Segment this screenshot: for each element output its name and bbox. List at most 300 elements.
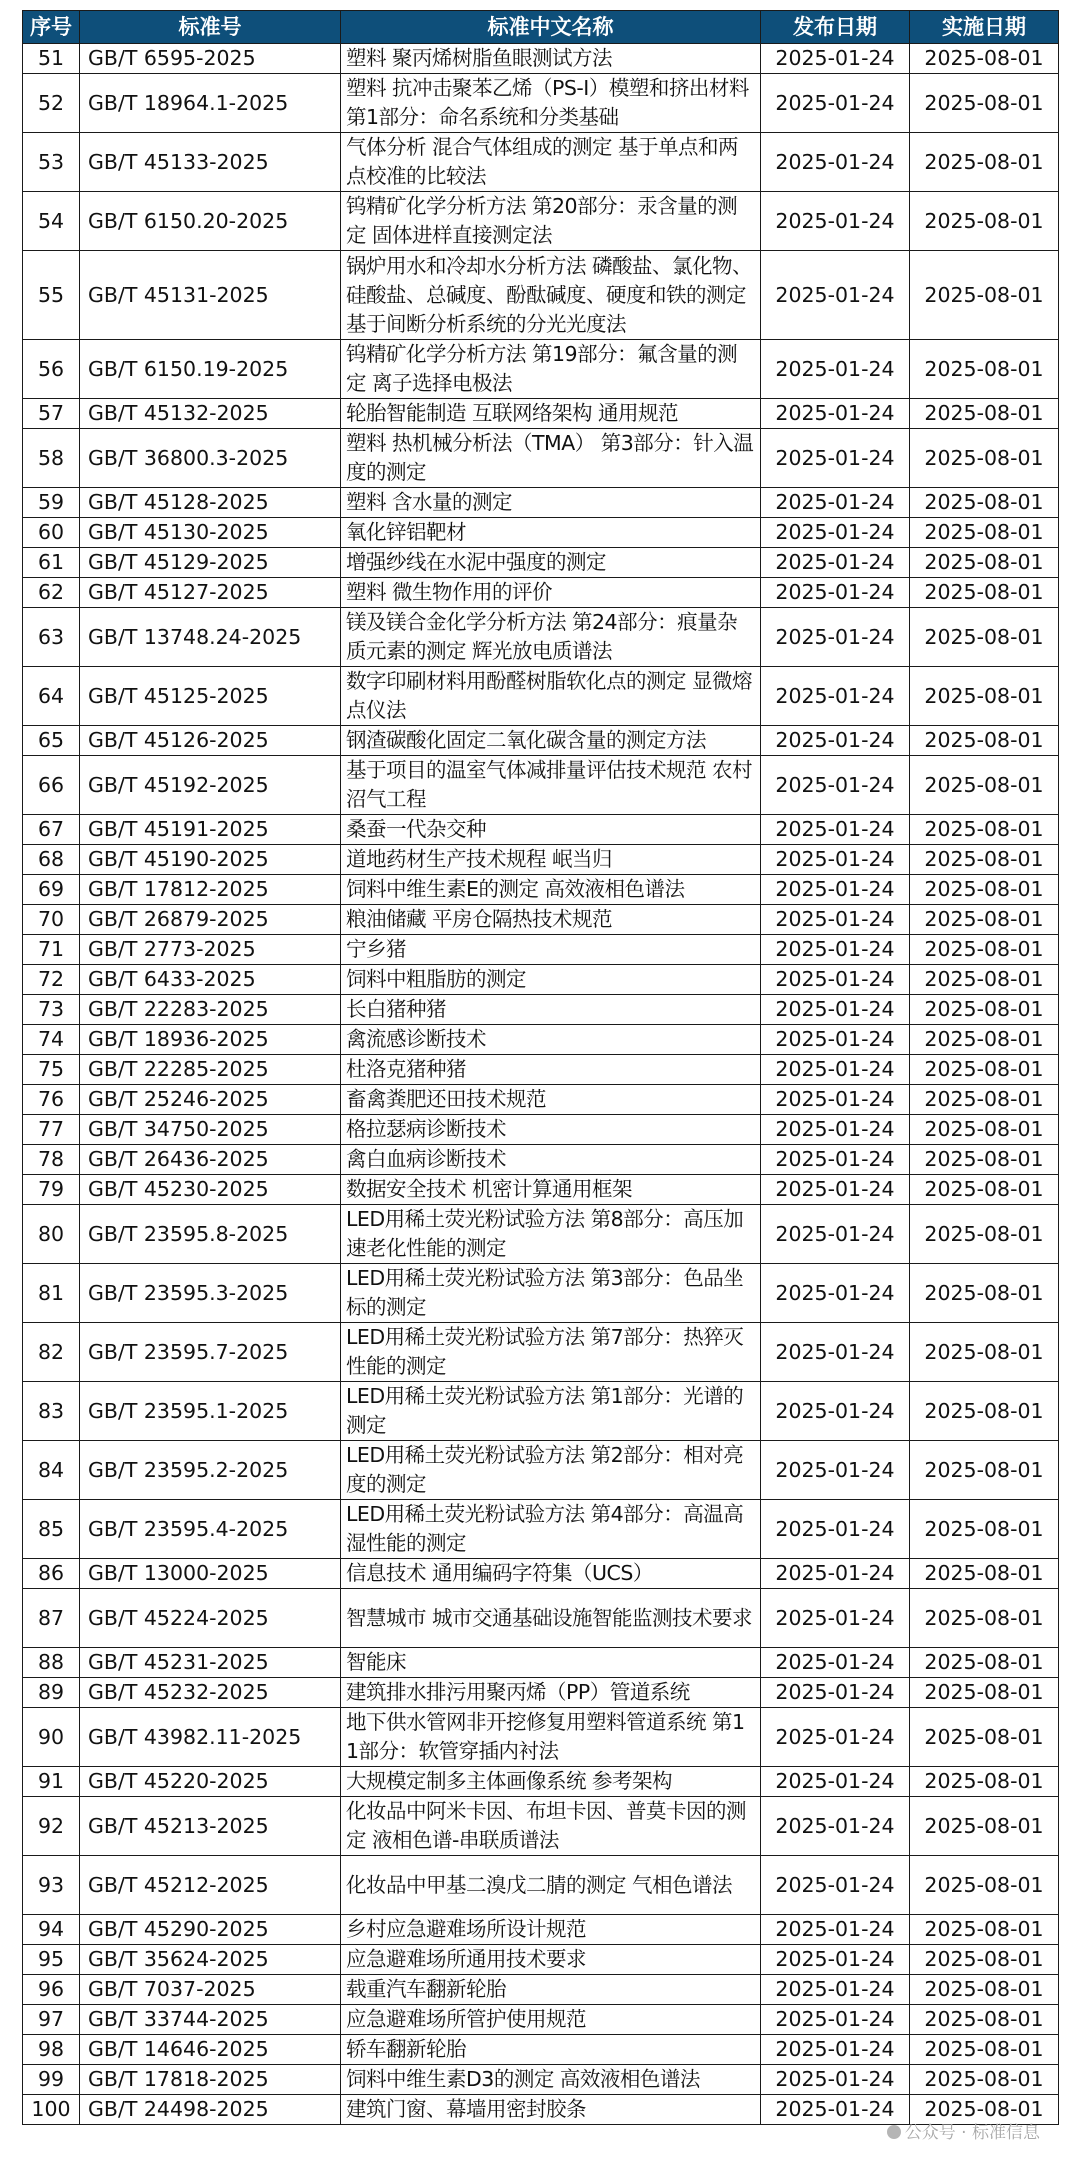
cell-index: 56 bbox=[23, 340, 80, 399]
cell-implement-date: 2025-08-01 bbox=[910, 1085, 1059, 1115]
cell-publish-date: 2025-01-24 bbox=[761, 875, 910, 905]
cell-publish-date: 2025-01-24 bbox=[761, 1945, 910, 1975]
cell-standard-name: 信息技术 通用编码字符集（UCS） bbox=[341, 1559, 761, 1589]
cell-index: 90 bbox=[23, 1708, 80, 1767]
cell-publish-date: 2025-01-24 bbox=[761, 251, 910, 340]
cell-standard-number: GB/T 45191-2025 bbox=[80, 815, 341, 845]
cell-standard-number: GB/T 14646-2025 bbox=[80, 2035, 341, 2065]
cell-standard-number: GB/T 33744-2025 bbox=[80, 2005, 341, 2035]
cell-implement-date: 2025-08-01 bbox=[910, 1025, 1059, 1055]
cell-standard-name: LED用稀土荧光粉试验方法 第4部分：高温高湿性能的测定 bbox=[341, 1500, 761, 1559]
cell-publish-date: 2025-01-24 bbox=[761, 1767, 910, 1797]
cell-publish-date: 2025-01-24 bbox=[761, 1975, 910, 2005]
cell-publish-date: 2025-01-24 bbox=[761, 905, 910, 935]
cell-implement-date: 2025-08-01 bbox=[910, 2065, 1059, 2095]
cell-publish-date: 2025-01-24 bbox=[761, 965, 910, 995]
cell-standard-name: LED用稀土荧光粉试验方法 第8部分：高压加速老化性能的测定 bbox=[341, 1205, 761, 1264]
table-row bbox=[23, 1055, 1059, 1085]
cell-implement-date: 2025-08-01 bbox=[910, 74, 1059, 133]
cell-standard-number: GB/T 45230-2025 bbox=[80, 1175, 341, 1205]
cell-publish-date: 2025-01-24 bbox=[761, 2065, 910, 2095]
cell-index: 78 bbox=[23, 1145, 80, 1175]
cell-standard-number: GB/T 13748.24-2025 bbox=[80, 608, 341, 667]
cell-implement-date: 2025-08-01 bbox=[910, 2035, 1059, 2065]
cell-standard-number: GB/T 45212-2025 bbox=[80, 1856, 341, 1915]
cell-implement-date: 2025-08-01 bbox=[910, 1856, 1059, 1915]
cell-standard-name: 气体分析 混合气体组成的测定 基于单点和两点校准的比较法 bbox=[341, 133, 761, 192]
cell-standard-name: 大规模定制多主体画像系统 参考架构 bbox=[341, 1767, 761, 1797]
cell-implement-date: 2025-08-01 bbox=[910, 995, 1059, 1025]
cell-standard-number: GB/T 45125-2025 bbox=[80, 667, 341, 726]
cell-standard-name: LED用稀土荧光粉试验方法 第7部分：热猝灭性能的测定 bbox=[341, 1323, 761, 1382]
cell-standard-number: GB/T 45127-2025 bbox=[80, 578, 341, 608]
cell-standard-name: 禽流感诊断技术 bbox=[341, 1025, 761, 1055]
cell-implement-date: 2025-08-01 bbox=[910, 965, 1059, 995]
cell-publish-date: 2025-01-24 bbox=[761, 2035, 910, 2065]
cell-publish-date: 2025-01-24 bbox=[761, 667, 910, 726]
cell-index: 99 bbox=[23, 2065, 80, 2095]
table-header-row bbox=[23, 11, 1059, 44]
cell-publish-date: 2025-01-24 bbox=[761, 1589, 910, 1648]
cell-standard-name: 宁乡猪 bbox=[341, 935, 761, 965]
cell-implement-date: 2025-08-01 bbox=[910, 1382, 1059, 1441]
cell-standard-number: GB/T 6150.20-2025 bbox=[80, 192, 341, 251]
cell-index: 93 bbox=[23, 1856, 80, 1915]
cell-implement-date: 2025-08-01 bbox=[910, 1264, 1059, 1323]
cell-publish-date: 2025-01-24 bbox=[761, 133, 910, 192]
cell-standard-name: 钢渣碳酸化固定二氧化碳含量的测定方法 bbox=[341, 726, 761, 756]
cell-implement-date: 2025-08-01 bbox=[910, 845, 1059, 875]
cell-standard-number: GB/T 45232-2025 bbox=[80, 1678, 341, 1708]
cell-standard-number: GB/T 23595.4-2025 bbox=[80, 1500, 341, 1559]
cell-standard-number: GB/T 45220-2025 bbox=[80, 1767, 341, 1797]
cell-publish-date: 2025-01-24 bbox=[761, 44, 910, 74]
cell-index: 51 bbox=[23, 44, 80, 74]
cell-standard-name: 数字印刷材料用酚醛树脂软化点的测定 显微熔点仪法 bbox=[341, 667, 761, 726]
cell-implement-date: 2025-08-01 bbox=[910, 1205, 1059, 1264]
table-row bbox=[23, 399, 1059, 429]
table-row bbox=[23, 935, 1059, 965]
cell-index: 53 bbox=[23, 133, 80, 192]
cell-index: 82 bbox=[23, 1323, 80, 1382]
cell-publish-date: 2025-01-24 bbox=[761, 1205, 910, 1264]
table-row bbox=[23, 192, 1059, 251]
cell-index: 52 bbox=[23, 74, 80, 133]
cell-standard-number: GB/T 45224-2025 bbox=[80, 1589, 341, 1648]
cell-publish-date: 2025-01-24 bbox=[761, 1500, 910, 1559]
cell-standard-number: GB/T 2773-2025 bbox=[80, 935, 341, 965]
cell-standard-number: GB/T 6150.19-2025 bbox=[80, 340, 341, 399]
table-row bbox=[23, 1441, 1059, 1500]
cell-standard-number: GB/T 45213-2025 bbox=[80, 1797, 341, 1856]
cell-publish-date: 2025-01-24 bbox=[761, 1797, 910, 1856]
cell-standard-number: GB/T 45133-2025 bbox=[80, 133, 341, 192]
cell-standard-number: GB/T 24498-2025 bbox=[80, 2095, 341, 2125]
cell-publish-date: 2025-01-24 bbox=[761, 1708, 910, 1767]
table-row bbox=[23, 1264, 1059, 1323]
cell-publish-date: 2025-01-24 bbox=[761, 1856, 910, 1915]
cell-standard-number: GB/T 45192-2025 bbox=[80, 756, 341, 815]
cell-standard-name: 智慧城市 城市交通基础设施智能监测技术要求 bbox=[341, 1589, 761, 1648]
table-row bbox=[23, 1175, 1059, 1205]
cell-implement-date: 2025-08-01 bbox=[910, 1945, 1059, 1975]
cell-standard-number: GB/T 45130-2025 bbox=[80, 518, 341, 548]
cell-publish-date: 2025-01-24 bbox=[761, 340, 910, 399]
table-row bbox=[23, 1767, 1059, 1797]
cell-publish-date: 2025-01-24 bbox=[761, 1559, 910, 1589]
cell-standard-number: GB/T 45290-2025 bbox=[80, 1915, 341, 1945]
cell-index: 63 bbox=[23, 608, 80, 667]
cell-implement-date: 2025-08-01 bbox=[910, 1175, 1059, 1205]
cell-implement-date: 2025-08-01 bbox=[910, 1708, 1059, 1767]
cell-implement-date: 2025-08-01 bbox=[910, 1500, 1059, 1559]
cell-standard-name: 饲料中粗脂肪的测定 bbox=[341, 965, 761, 995]
cell-index: 74 bbox=[23, 1025, 80, 1055]
cell-index: 68 bbox=[23, 845, 80, 875]
cell-publish-date: 2025-01-24 bbox=[761, 548, 910, 578]
table-row bbox=[23, 815, 1059, 845]
cell-standard-number: GB/T 45231-2025 bbox=[80, 1648, 341, 1678]
cell-standard-number: GB/T 45132-2025 bbox=[80, 399, 341, 429]
cell-index: 85 bbox=[23, 1500, 80, 1559]
cell-standard-number: GB/T 36800.3-2025 bbox=[80, 429, 341, 488]
cell-index: 73 bbox=[23, 995, 80, 1025]
cell-implement-date: 2025-08-01 bbox=[910, 1115, 1059, 1145]
cell-standard-name: LED用稀土荧光粉试验方法 第3部分：色品坐标的测定 bbox=[341, 1264, 761, 1323]
cell-index: 69 bbox=[23, 875, 80, 905]
cell-publish-date: 2025-01-24 bbox=[761, 1441, 910, 1500]
cell-publish-date: 2025-01-24 bbox=[761, 578, 910, 608]
table-row bbox=[23, 608, 1059, 667]
table-row bbox=[23, 1559, 1059, 1589]
cell-implement-date: 2025-08-01 bbox=[910, 1797, 1059, 1856]
cell-implement-date: 2025-08-01 bbox=[910, 1589, 1059, 1648]
cell-standard-number: GB/T 23595.3-2025 bbox=[80, 1264, 341, 1323]
cell-implement-date: 2025-08-01 bbox=[910, 726, 1059, 756]
cell-standard-number: GB/T 17818-2025 bbox=[80, 2065, 341, 2095]
cell-standard-number: GB/T 45190-2025 bbox=[80, 845, 341, 875]
cell-implement-date: 2025-08-01 bbox=[910, 192, 1059, 251]
cell-standard-name: 长白猪种猪 bbox=[341, 995, 761, 1025]
cell-index: 62 bbox=[23, 578, 80, 608]
cell-index: 97 bbox=[23, 2005, 80, 2035]
cell-implement-date: 2025-08-01 bbox=[910, 1678, 1059, 1708]
cell-index: 54 bbox=[23, 192, 80, 251]
cell-index: 89 bbox=[23, 1678, 80, 1708]
table-row bbox=[23, 1115, 1059, 1145]
cell-publish-date: 2025-01-24 bbox=[761, 935, 910, 965]
cell-standard-name: 塑料 抗冲击聚苯乙烯（PS-I）模塑和挤出材料 第1部分：命名系统和分类基础 bbox=[341, 74, 761, 133]
cell-standard-name: 锅炉用水和冷却水分析方法 磷酸盐、氯化物、硅酸盐、总碱度、酚酞碱度、硬度和铁的测定 基于间断分析系统的分光光度法 bbox=[341, 251, 761, 340]
cell-publish-date: 2025-01-24 bbox=[761, 1915, 910, 1945]
cell-standard-number: GB/T 45128-2025 bbox=[80, 488, 341, 518]
cell-index: 94 bbox=[23, 1915, 80, 1945]
cell-publish-date: 2025-01-24 bbox=[761, 1025, 910, 1055]
cell-index: 59 bbox=[23, 488, 80, 518]
cell-publish-date: 2025-01-24 bbox=[761, 518, 910, 548]
cell-index: 100 bbox=[23, 2095, 80, 2125]
standards-table bbox=[22, 10, 1059, 2125]
cell-index: 77 bbox=[23, 1115, 80, 1145]
cell-index: 55 bbox=[23, 251, 80, 340]
cell-publish-date: 2025-01-24 bbox=[761, 1115, 910, 1145]
cell-standard-number: GB/T 26436-2025 bbox=[80, 1145, 341, 1175]
cell-implement-date: 2025-08-01 bbox=[910, 2095, 1059, 2125]
cell-publish-date: 2025-01-24 bbox=[761, 1323, 910, 1382]
table-row bbox=[23, 548, 1059, 578]
cell-standard-name: 道地药材生产技术规程 岷当归 bbox=[341, 845, 761, 875]
header-standard-name: 标准中文名称 bbox=[341, 11, 761, 44]
cell-index: 67 bbox=[23, 815, 80, 845]
cell-standard-name: 塑料 聚丙烯树脂鱼眼测试方法 bbox=[341, 44, 761, 74]
cell-publish-date: 2025-01-24 bbox=[761, 399, 910, 429]
cell-publish-date: 2025-01-24 bbox=[761, 756, 910, 815]
cell-implement-date: 2025-08-01 bbox=[910, 667, 1059, 726]
table-row bbox=[23, 133, 1059, 192]
cell-index: 79 bbox=[23, 1175, 80, 1205]
table-row bbox=[23, 2035, 1059, 2065]
cell-implement-date: 2025-08-01 bbox=[910, 1975, 1059, 2005]
cell-standard-name: 塑料 热机械分析法（TMA） 第3部分：针入温度的测定 bbox=[341, 429, 761, 488]
table-row bbox=[23, 488, 1059, 518]
cell-publish-date: 2025-01-24 bbox=[761, 726, 910, 756]
cell-standard-number: GB/T 13000-2025 bbox=[80, 1559, 341, 1589]
cell-publish-date: 2025-01-24 bbox=[761, 1382, 910, 1441]
cell-standard-name: 应急避难场所管护使用规范 bbox=[341, 2005, 761, 2035]
table-row bbox=[23, 74, 1059, 133]
cell-standard-number: GB/T 22285-2025 bbox=[80, 1055, 341, 1085]
table-row bbox=[23, 251, 1059, 340]
cell-implement-date: 2025-08-01 bbox=[910, 1145, 1059, 1175]
cell-publish-date: 2025-01-24 bbox=[761, 1678, 910, 1708]
cell-implement-date: 2025-08-01 bbox=[910, 875, 1059, 905]
cell-implement-date: 2025-08-01 bbox=[910, 340, 1059, 399]
cell-standard-name: 饲料中维生素E的测定 高效液相色谱法 bbox=[341, 875, 761, 905]
cell-standard-number: GB/T 43982.11-2025 bbox=[80, 1708, 341, 1767]
cell-index: 75 bbox=[23, 1055, 80, 1085]
cell-index: 60 bbox=[23, 518, 80, 548]
cell-index: 64 bbox=[23, 667, 80, 726]
cell-standard-number: GB/T 34750-2025 bbox=[80, 1115, 341, 1145]
table-row bbox=[23, 995, 1059, 1025]
table-row bbox=[23, 1500, 1059, 1559]
cell-standard-name: 禽白血病诊断技术 bbox=[341, 1145, 761, 1175]
cell-standard-number: GB/T 26879-2025 bbox=[80, 905, 341, 935]
table-row bbox=[23, 1856, 1059, 1915]
cell-index: 88 bbox=[23, 1648, 80, 1678]
cell-publish-date: 2025-01-24 bbox=[761, 429, 910, 488]
cell-standard-number: GB/T 23595.1-2025 bbox=[80, 1382, 341, 1441]
table-row bbox=[23, 1797, 1059, 1856]
table-row bbox=[23, 518, 1059, 548]
cell-index: 98 bbox=[23, 2035, 80, 2065]
cell-standard-number: GB/T 45129-2025 bbox=[80, 548, 341, 578]
cell-standard-name: 建筑门窗、幕墙用密封胶条 bbox=[341, 2095, 761, 2125]
cell-publish-date: 2025-01-24 bbox=[761, 74, 910, 133]
cell-publish-date: 2025-01-24 bbox=[761, 488, 910, 518]
cell-index: 58 bbox=[23, 429, 80, 488]
cell-implement-date: 2025-08-01 bbox=[910, 1323, 1059, 1382]
watermark bbox=[887, 2118, 1040, 2143]
table-row bbox=[23, 875, 1059, 905]
table-row bbox=[23, 1945, 1059, 1975]
cell-standard-number: GB/T 23595.8-2025 bbox=[80, 1205, 341, 1264]
cell-standard-name: 钨精矿化学分析方法 第19部分：氟含量的测定 离子选择电极法 bbox=[341, 340, 761, 399]
cell-standard-number: GB/T 6595-2025 bbox=[80, 44, 341, 74]
cell-standard-name: LED用稀土荧光粉试验方法 第1部分：光谱的测定 bbox=[341, 1382, 761, 1441]
cell-index: 92 bbox=[23, 1797, 80, 1856]
cell-implement-date: 2025-08-01 bbox=[910, 251, 1059, 340]
cell-index: 91 bbox=[23, 1767, 80, 1797]
cell-standard-name: 畜禽粪肥还田技术规范 bbox=[341, 1085, 761, 1115]
table-row bbox=[23, 1025, 1059, 1055]
table-row bbox=[23, 429, 1059, 488]
cell-implement-date: 2025-08-01 bbox=[910, 1767, 1059, 1797]
cell-publish-date: 2025-01-24 bbox=[761, 1264, 910, 1323]
cell-implement-date: 2025-08-01 bbox=[910, 518, 1059, 548]
table-row bbox=[23, 2065, 1059, 2095]
cell-standard-number: GB/T 23595.2-2025 bbox=[80, 1441, 341, 1500]
cell-implement-date: 2025-08-01 bbox=[910, 2005, 1059, 2035]
cell-index: 84 bbox=[23, 1441, 80, 1500]
table-row bbox=[23, 667, 1059, 726]
cell-implement-date: 2025-08-01 bbox=[910, 756, 1059, 815]
cell-standard-name: 镁及镁合金化学分析方法 第24部分：痕量杂质元素的测定 辉光放电质谱法 bbox=[341, 608, 761, 667]
cell-implement-date: 2025-08-01 bbox=[910, 488, 1059, 518]
table-row bbox=[23, 2005, 1059, 2035]
table-row bbox=[23, 1678, 1059, 1708]
cell-publish-date: 2025-01-24 bbox=[761, 608, 910, 667]
cell-index: 80 bbox=[23, 1205, 80, 1264]
table-row bbox=[23, 1708, 1059, 1767]
cell-standard-name: 数据安全技术 机密计算通用框架 bbox=[341, 1175, 761, 1205]
cell-standard-name: 氧化锌铝靶材 bbox=[341, 518, 761, 548]
cell-standard-number: GB/T 17812-2025 bbox=[80, 875, 341, 905]
table-row bbox=[23, 965, 1059, 995]
cell-implement-date: 2025-08-01 bbox=[910, 399, 1059, 429]
table-row bbox=[23, 578, 1059, 608]
cell-index: 95 bbox=[23, 1945, 80, 1975]
cell-index: 72 bbox=[23, 965, 80, 995]
watermark-text: 公众号 · 标准信息 bbox=[904, 2123, 1040, 2143]
cell-implement-date: 2025-08-01 bbox=[910, 44, 1059, 74]
table-row bbox=[23, 756, 1059, 815]
cell-publish-date: 2025-01-24 bbox=[761, 1648, 910, 1678]
table-row bbox=[23, 726, 1059, 756]
cell-standard-name: 轿车翻新轮胎 bbox=[341, 2035, 761, 2065]
header-publish-date: 发布日期 bbox=[761, 11, 910, 44]
cell-index: 96 bbox=[23, 1975, 80, 2005]
table-body bbox=[23, 44, 1059, 2125]
cell-standard-number: GB/T 18936-2025 bbox=[80, 1025, 341, 1055]
table-row bbox=[23, 1145, 1059, 1175]
cell-publish-date: 2025-01-24 bbox=[761, 1055, 910, 1085]
cell-standard-name: 智能床 bbox=[341, 1648, 761, 1678]
table-row bbox=[23, 1323, 1059, 1382]
table-row bbox=[23, 1205, 1059, 1264]
cell-implement-date: 2025-08-01 bbox=[910, 1915, 1059, 1945]
table-row bbox=[23, 1975, 1059, 2005]
header-implement-date: 实施日期 bbox=[910, 11, 1059, 44]
cell-standard-name: 粮油储藏 平房仓隔热技术规范 bbox=[341, 905, 761, 935]
cell-publish-date: 2025-01-24 bbox=[761, 2095, 910, 2125]
cell-standard-name: 地下供水管网非开挖修复用塑料管道系统 第11部分：软管穿插内衬法 bbox=[341, 1708, 761, 1767]
cell-standard-name: 轮胎智能制造 互联网络架构 通用规范 bbox=[341, 399, 761, 429]
cell-publish-date: 2025-01-24 bbox=[761, 995, 910, 1025]
cell-standard-number: GB/T 6433-2025 bbox=[80, 965, 341, 995]
cell-index: 61 bbox=[23, 548, 80, 578]
cell-publish-date: 2025-01-24 bbox=[761, 1085, 910, 1115]
table-row bbox=[23, 1085, 1059, 1115]
cell-standard-name: 载重汽车翻新轮胎 bbox=[341, 1975, 761, 2005]
table-row bbox=[23, 44, 1059, 74]
cell-index: 81 bbox=[23, 1264, 80, 1323]
cell-standard-name: 钨精矿化学分析方法 第20部分：汞含量的测定 固体进样直接测定法 bbox=[341, 192, 761, 251]
table-row bbox=[23, 1382, 1059, 1441]
wechat-icon bbox=[887, 2125, 901, 2139]
cell-standard-name: 杜洛克猪种猪 bbox=[341, 1055, 761, 1085]
cell-publish-date: 2025-01-24 bbox=[761, 815, 910, 845]
header-index: 序号 bbox=[23, 11, 80, 44]
cell-index: 65 bbox=[23, 726, 80, 756]
cell-index: 57 bbox=[23, 399, 80, 429]
cell-standard-number: GB/T 25246-2025 bbox=[80, 1085, 341, 1115]
cell-index: 70 bbox=[23, 905, 80, 935]
cell-standard-name: 乡村应急避难场所设计规范 bbox=[341, 1915, 761, 1945]
cell-standard-number: GB/T 7037-2025 bbox=[80, 1975, 341, 2005]
cell-index: 71 bbox=[23, 935, 80, 965]
cell-standard-name: 化妆品中阿米卡因、布坦卡因、普莫卡因的测定 液相色谱-串联质谱法 bbox=[341, 1797, 761, 1856]
cell-index: 76 bbox=[23, 1085, 80, 1115]
cell-publish-date: 2025-01-24 bbox=[761, 1145, 910, 1175]
cell-standard-number: GB/T 23595.7-2025 bbox=[80, 1323, 341, 1382]
cell-standard-name: 塑料 含水量的测定 bbox=[341, 488, 761, 518]
cell-publish-date: 2025-01-24 bbox=[761, 1175, 910, 1205]
cell-standard-number: GB/T 22283-2025 bbox=[80, 995, 341, 1025]
cell-publish-date: 2025-01-24 bbox=[761, 192, 910, 251]
cell-standard-number: GB/T 45126-2025 bbox=[80, 726, 341, 756]
cell-standard-number: GB/T 18964.1-2025 bbox=[80, 74, 341, 133]
cell-implement-date: 2025-08-01 bbox=[910, 1648, 1059, 1678]
cell-standard-name: LED用稀土荧光粉试验方法 第2部分：相对亮度的测定 bbox=[341, 1441, 761, 1500]
cell-implement-date: 2025-08-01 bbox=[910, 578, 1059, 608]
cell-index: 86 bbox=[23, 1559, 80, 1589]
cell-publish-date: 2025-01-24 bbox=[761, 845, 910, 875]
cell-standard-name: 增强纱线在水泥中强度的测定 bbox=[341, 548, 761, 578]
cell-standard-name: 格拉瑟病诊断技术 bbox=[341, 1115, 761, 1145]
cell-standard-name: 化妆品中甲基二溴戊二腈的测定 气相色谱法 bbox=[341, 1856, 761, 1915]
cell-implement-date: 2025-08-01 bbox=[910, 1441, 1059, 1500]
table-row bbox=[23, 1589, 1059, 1648]
cell-publish-date: 2025-01-24 bbox=[761, 2005, 910, 2035]
cell-standard-name: 基于项目的温室气体减排量评估技术规范 农村沼气工程 bbox=[341, 756, 761, 815]
cell-implement-date: 2025-08-01 bbox=[910, 1055, 1059, 1085]
header-standard-number: 标准号 bbox=[80, 11, 341, 44]
cell-index: 66 bbox=[23, 756, 80, 815]
cell-implement-date: 2025-08-01 bbox=[910, 935, 1059, 965]
cell-implement-date: 2025-08-01 bbox=[910, 815, 1059, 845]
cell-implement-date: 2025-08-01 bbox=[910, 905, 1059, 935]
cell-index: 87 bbox=[23, 1589, 80, 1648]
table-row bbox=[23, 1915, 1059, 1945]
cell-standard-name: 饲料中维生素D3的测定 高效液相色谱法 bbox=[341, 2065, 761, 2095]
cell-implement-date: 2025-08-01 bbox=[910, 1559, 1059, 1589]
cell-standard-name: 应急避难场所通用技术要求 bbox=[341, 1945, 761, 1975]
table-row bbox=[23, 845, 1059, 875]
cell-standard-name: 建筑排水排污用聚丙烯（PP）管道系统 bbox=[341, 1678, 761, 1708]
table-row bbox=[23, 905, 1059, 935]
cell-standard-name: 桑蚕一代杂交种 bbox=[341, 815, 761, 845]
